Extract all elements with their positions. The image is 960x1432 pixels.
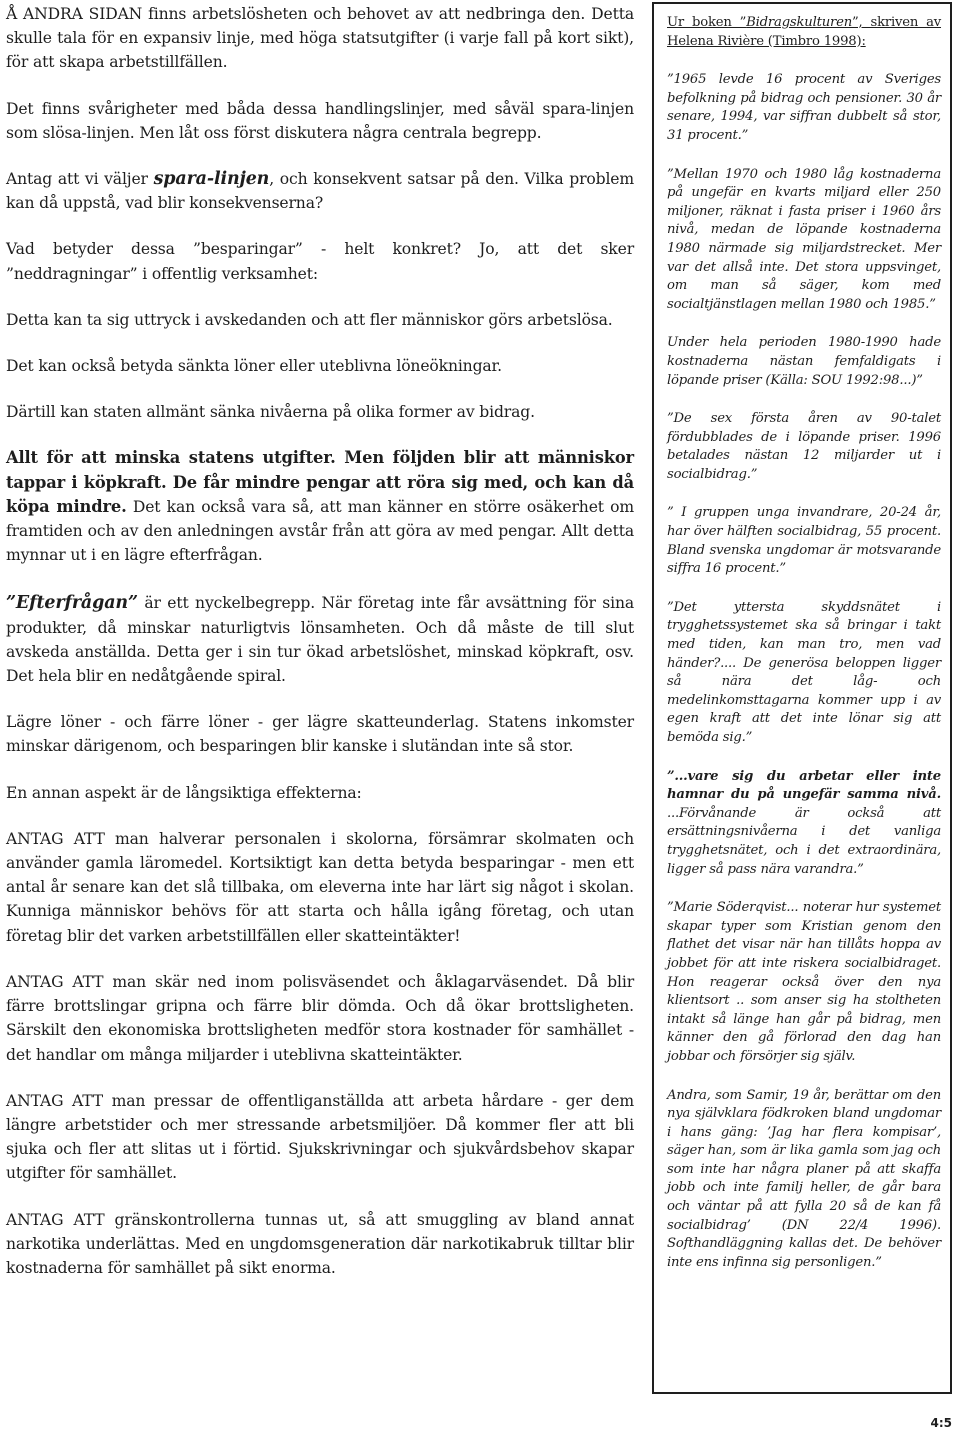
- sidebar-quote: ”Det yttersta skyddsnätet i trygghetssystemet ska så bringar i takt med tiden, kan man tro, men vad händer?.... De generösa beloppen ligger så nära det låg- och medelinkomsttagarna kommer upp i av egen kraft att det inte lönar sig att bemöda sig.”: [667, 599, 941, 745]
- paragraph-antag-granskontroll: ANTAG ATT gränskontrollerna tunnas ut, så att smuggling av bland annat narkotika underlättas. Med en ungdomsgeneration där narkotikabruk tilltar blir kostnaderna för samhället på sikt enorma.: [6, 1210, 634, 1277]
- paragraph-efterfragan: [6, 591, 634, 688]
- sidebar-heading: [667, 14, 941, 51]
- paragraph-spara-linjen: [6, 167, 634, 215]
- paragraph-intro: Å ANDRA SIDAN finns arbetslösheten och behovet av att nedbringa den. Detta skulle tala för en expansiv linje, med höga statsutgifter (i varje fall på kort sikt), för att skapa arbetstillfällen.: [6, 5, 634, 72]
- sidebar-box: [652, 2, 952, 1394]
- paragraph-langsiktiga: En annan aspekt är de långsiktiga effekterna:: [6, 783, 362, 802]
- paragraph-bidrag: Därtill kan staten allmänt sänka nivåerna på olika former av bidrag.: [6, 403, 535, 422]
- sidebar-quote: Andra, som Samir, 19 år, berättar om den nya självklara födkroken bland ungdomar i hans gäng: ’Jag har flera kompisar’, säger han, som är lika gamla som jag och som inte har några planer på att skaffa jobb och inte familj heller, de går bara och väntar på att fylla 20 så de kan få socialbidrag’ (DN 22/4 1996). Softhandläggning kallas det. De behöver inte ens infinna sig personligen.”: [667, 1087, 941, 1270]
- sidebar-quote: ”Mellan 1970 och 1980 låg kostnaderna på ungefär en kvarts miljard eller 250 miljoner, räknat i fasta priser i 1960 års nivå, medan de löpande kostnaderna 1980 närmade sig miljardstrecket. Mer var det allså inte. Det stora uppsvinget, om man så säger, kom med socialtjänstlagen mellan 1980 och 1985.”: [667, 166, 941, 312]
- text-span: ...Förvånande är också att ersättningsnivåerna i det vanliga trygghetsnätet, och i det extraordinära, ligger så pass nära varandra.”: [667, 805, 941, 877]
- paragraph-kopkraft: [6, 446, 634, 567]
- paragraph-antag-skolorna: ANTAG ATT man halverar personalen i skolorna, försämrar skolmaten och använder gamla läromedel. Kortsiktigt kan detta betyda besparingar - men ett antal år senare kan det slå tillbaka, om eleverna inte har lärt sig något i skolan. Kunniga människor behövs för att starta och hålla igång företag, och utan företag blir det varken arbetstillfällen eller skatteintäkter!: [6, 829, 634, 945]
- text-span: Det kan också vara så, att man känner en större osäkerhet om framtiden och av den anledningen avstår från att göra av med pengar. Allt detta mynnar ut i en lägre efterfrågan.: [6, 497, 635, 565]
- sidebar-quote: ”Marie Söderqvist... noterar hur systemet skapar typer som Kristian genom den flathet det visar när han tillåts hoppa av jobbet för att inte riskera socialbidraget. Hon reagerar också över den nya klientsort .. som anser sig ha stoltheten intakt så länge han går på bidrag, men känner den gå förlorad den dag han jobbar och försörjer sig själv.: [667, 900, 941, 1064]
- sidebar-quote: ”De sex första åren av 90-talet fördubblades de i löpande priser. 1996 betalades nästan 12 miljarder ut i socialbidrag.”: [667, 411, 941, 482]
- paragraph-avskedanden: Detta kan ta sig uttryck i avskedanden och att fler människor görs arbetslösa.: [6, 310, 613, 329]
- sidebar-quote: ”1965 levde 16 procent av Sveriges befolkning på bidrag och pensioner. 30 år senare, 1994, var siffran dubbelt så stor, 31 procent.”: [667, 72, 941, 143]
- sidebar-quote: [667, 768, 941, 880]
- text-span: är ett nyckelbegrepp. När företag inte får avsättning för sina produkter, då minskar naturligtvis lönsamheten. Och då måste de till slut avskeda anställda. Detta ger i sin tur ökad arbetslöshet, minskad köpkraft, osv. Det hela blir en nedåtgående spiral.: [6, 594, 634, 686]
- text-span: ”, skriven av Helena Rivière (Timbro 1998):: [667, 15, 942, 49]
- sidebar-content: [667, 14, 941, 1292]
- emphasis-spara-linjen: spara-linjen: [153, 169, 270, 190]
- emphasis-efterfragan: ”Efterfrågan”: [6, 593, 138, 614]
- paragraph-besparingar: Vad betyder dessa ”besparingar” - helt konkret? Jo, att det sker ”neddragningar” i offentlig verksamhet:: [6, 240, 634, 283]
- paragraph-antag-offentliganstallda: ANTAG ATT man pressar de offentliganställda att arbeta hårdare - ger dem längre arbetstider och mer stressande arbetsmiljöer. Då kommer fler att bli sjuka och fler att slitas ut i förtid. Sjukskrivningar och sjukvårdsbehov skapar utgifter för samhället.: [6, 1091, 634, 1183]
- main-column: [6, 2, 634, 1302]
- sidebar-quote: ” I gruppen unga invandrare, 20-24 år, har över hälften socialbidrag, 55 procent. Bland svenska ungdomar är motsvarande siffra 16 procent.”: [667, 505, 941, 577]
- bold-statement: Allt för att minska statens utgifter. Men följden blir att människor tappar i köpkraft. De får mindre pengar att röra sig med, och kan då köpa mindre.: [6, 448, 634, 516]
- paragraph-sankta-loner: Det kan också betyda sänkta löner eller uteblivna löneökningar.: [6, 357, 502, 376]
- text-span: Ur boken ”: [667, 15, 747, 30]
- sidebar-quote: Under hela perioden 1980-1990 hade kostnaderna nästan femfaldigats i löpande priser (Källa: SOU 1992:98...)”: [667, 335, 941, 388]
- paragraph-skatteunderlag: Lägre löner - och färre löner - ger lägre skatteunderlag. Statens inkomster minskar därigenom, och besparingen blir kanske i slutändan inte så stor.: [6, 713, 634, 756]
- paragraph-difficulties: Det finns svårigheter med båda dessa handlingslinjer, med såväl spara-linjen som slösa-linjen. Men låt oss först diskutera några centrala begrepp.: [6, 99, 634, 142]
- paragraph-antag-polis: ANTAG ATT man skär ned inom polisväsendet och åklagarväsendet. Då blir färre brottslingar gripna och färre blir dömda. Och då ökar brottsligheten. Särskilt den ekonomiska brottsligheten medför stora kostnader för samhället - det handlar om många miljarder i uteblivna skatteintäkter.: [6, 972, 634, 1064]
- text-span: Antag att vi väljer: [6, 170, 154, 189]
- bold-quote: ”...vare sig du arbetar eller inte hamnar du på ungefär samma nivå.: [667, 768, 941, 803]
- book-title: Bidragskulturen: [746, 15, 852, 30]
- page-number: 4:5: [930, 1416, 952, 1430]
- text-span: , och konsekvent satsar på den. Vilka problem kan då uppstå, vad blir konsekvenserna?: [6, 170, 634, 213]
